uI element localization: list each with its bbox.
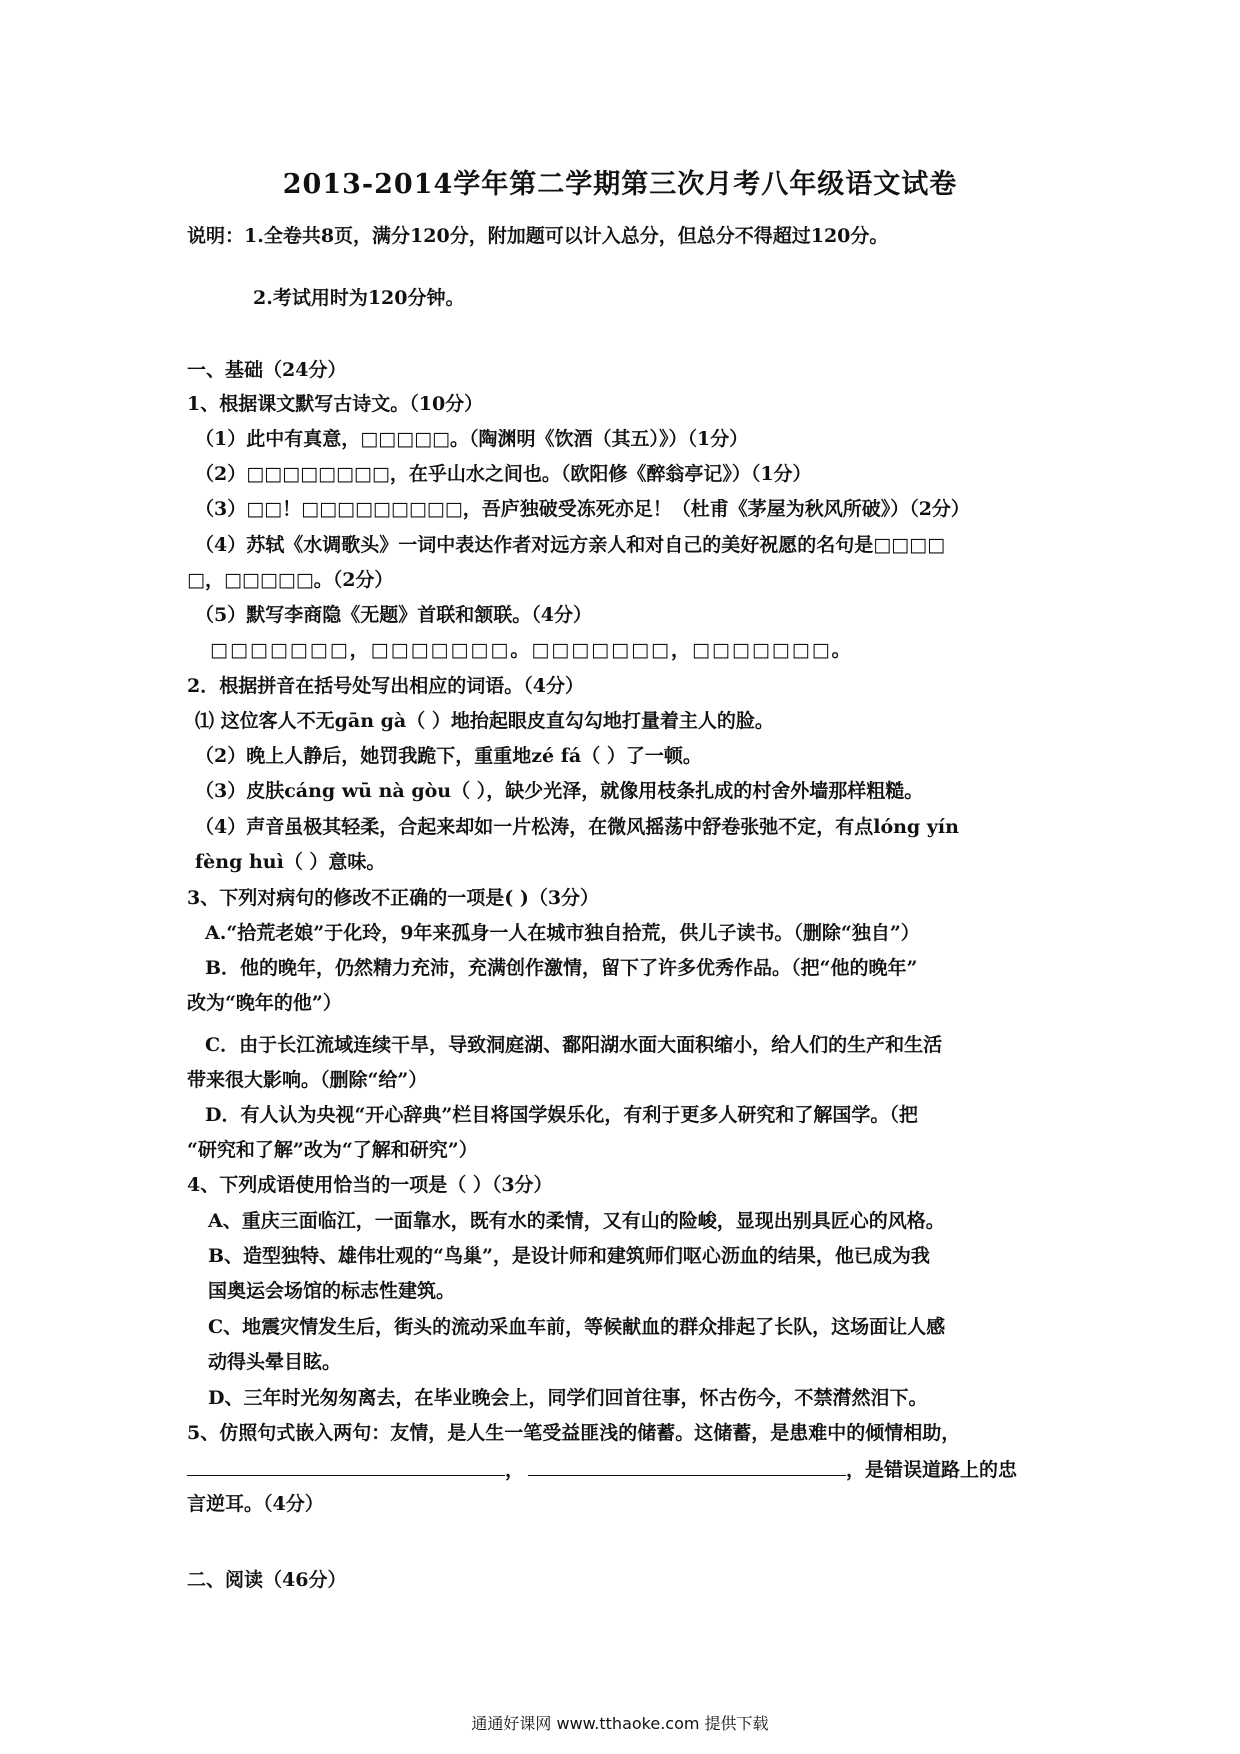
- q3-option-c-line2: 带来很大影响。（删除“给”）: [187, 1069, 428, 1091]
- q5-fill-line: [187, 1455, 1017, 1483]
- q2-item-3: （3）皮肤cáng wū nà gòu（ ），缺少光泽，就像用枝条扎成的村舍外墙那样粗糙。: [195, 780, 924, 802]
- q2-stem: 2．根据拼音在括号处写出相应的词语。（4分）: [187, 675, 584, 697]
- q3-option-b-line1: B．他的晚年，仍然精力充沛，充满创作激情，留下了许多优秀作品。（把“他的晚年”: [205, 957, 918, 979]
- q4-stem: 4、下列成语使用恰当的一项是（ ）（3分）: [187, 1174, 553, 1196]
- q1-stem: 1、根据课文默写古诗文。（10分）: [187, 393, 484, 415]
- q2-item-4a: （4）声音虽极其轻柔，合起来却如一片松涛，在微风摇荡中舒卷张弛不定，有点lóng yín: [195, 816, 959, 838]
- q4-option-b-line1: B、造型独特、雄伟壮观的“鸟巢”，是设计师和建筑师们呕心沥血的结果，他已成为我: [208, 1245, 930, 1267]
- q1-item-5: （5）默写李商隐《无题》首联和颔联。（4分）: [195, 604, 592, 626]
- q2-item-4b: fèng huì（ ）意味。: [195, 851, 386, 873]
- q4-option-c-line2: 动得头晕目眩。: [208, 1351, 342, 1373]
- q3-option-a: A.“拾荒老娘”于化玲，9年来孤身一人在城市独自拾荒，供儿子读书。（删除“独自”）: [205, 922, 920, 944]
- q5-stem: 5、仿照句式嵌入两句：友情，是人生一笔受益匪浅的储蓄。这储蓄，是患难中的倾情相助，: [187, 1422, 961, 1444]
- q5-comma: ，: [505, 1459, 525, 1481]
- q5-tail: ，是错误道路上的忠: [846, 1459, 1018, 1481]
- instructions-line-1: 说明：1.全卷共8页，满分120分，附加题可以计入总分，但总分不得超过120分。: [187, 225, 889, 247]
- q3-option-c-line1: C．由于长江流域连续干旱，导致洞庭湖、鄱阳湖水面大面积缩小，给人们的生产和生活: [205, 1034, 943, 1056]
- instructions-line-2: 2.考试用时为120分钟。: [253, 287, 465, 309]
- q2-item-2: （2）晚上人静后，她罚我跪下，重重地zé fá（ ）了一顿。: [195, 745, 702, 767]
- section-1-heading: 一、基础（24分）: [187, 359, 347, 381]
- q2-item-1: ⑴ 这位客人不无gān gà（ ）地抬起眼皮直勾勾地打量着主人的脸。: [195, 710, 774, 732]
- q4-option-b-line2: 国奥运会场馆的标志性建筑。: [208, 1280, 456, 1302]
- q4-option-c-line1: C、地震灾情发生后，街头的流动采血车前，等候献血的群众排起了长队，这场面让人感: [208, 1316, 946, 1338]
- q1-item-1: （1）此中有真意，□□□□□。（陶渊明《饮酒（其五）》）（1分）: [195, 428, 749, 450]
- q5-end: 言逆耳。（4分）: [187, 1493, 324, 1515]
- q1-item-4b: □，□□□□□。（2分）: [187, 569, 394, 591]
- q3-option-d-line2: “研究和了解”改为“了解和研究”）: [187, 1139, 478, 1161]
- q4-option-d: D、三年时光匆匆离去，在毕业晚会上，同学们回首往事，怀古伤今，不禁潸然泪下。: [208, 1387, 928, 1409]
- section-2-heading: 二、阅读（46分）: [187, 1569, 347, 1591]
- q1-item-3: （3）□□！□□□□□□□□□，吾庐独破受冻死亦足！（杜甫《茅屋为秋风所破》）（2分）: [195, 498, 970, 520]
- q5-answer-blank-1[interactable]: [187, 1455, 505, 1476]
- q1-item-5-blanks: □□□□□□□，□□□□□□□。□□□□□□□，□□□□□□□。: [210, 639, 853, 661]
- footer-credit: 通通好课网 www.tthaoke.com 提供下载: [471, 1714, 769, 1733]
- q3-option-d-line1: D．有人认为央视“开心辞典”栏目将国学娱乐化，有利于更多人研究和了解国学。（把: [205, 1104, 918, 1126]
- q3-stem: 3、下列对病句的修改不正确的一项是( )（3分）: [187, 887, 600, 909]
- exam-title: 2013-2014学年第二学期第三次月考八年级语文试卷: [282, 169, 958, 200]
- q5-answer-blank-2[interactable]: [528, 1455, 846, 1476]
- q1-item-4a: （4）苏轼《水调歌头》一词中表达作者对远方亲人和对自己的美好祝愿的名句是□□□□: [195, 534, 946, 556]
- q4-option-a: A、重庆三面临江，一面靠水，既有水的柔情，又有山的险峻，显现出别具匠心的风格。: [208, 1210, 945, 1232]
- q3-option-b-line2: 改为“晚年的他”）: [187, 992, 342, 1014]
- q1-item-2: （2）□□□□□□□□，在乎山水之间也。（欧阳修《醉翁亭记》）（1分）: [195, 463, 812, 485]
